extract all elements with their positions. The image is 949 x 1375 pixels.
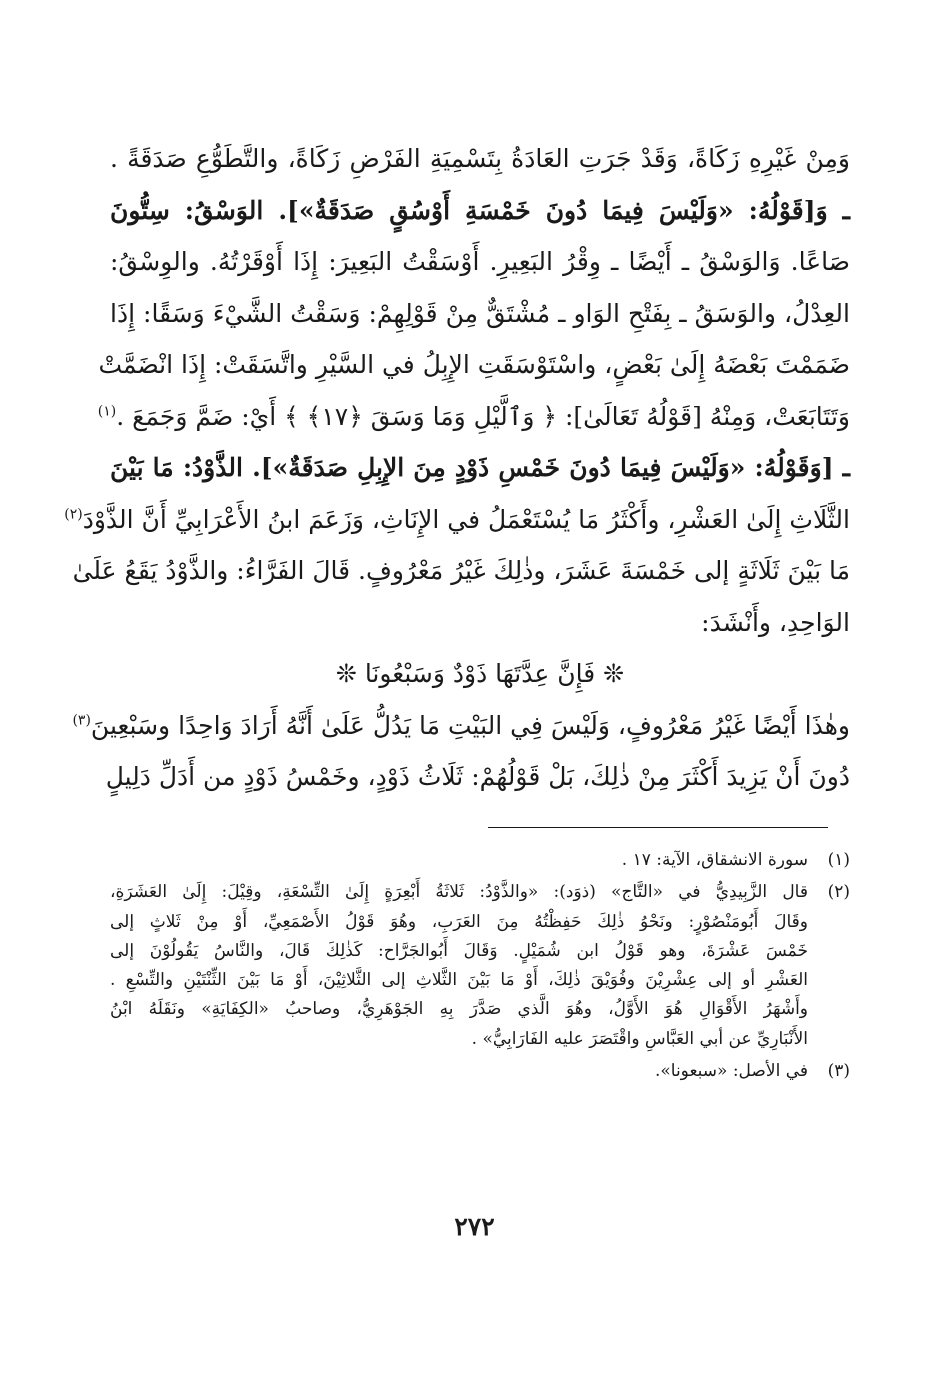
text-line: ـ وَ[قَوْلُهُ: «وَلَيْسَ فِيمَا دُونَ خَمْسَةِ أَوْسُقٍ صَدَقَةٌ»]. الوَسْقُ: سِتُّونَ [110,195,850,225]
footnote-line: خَمْسَ عَشْرَةَ، وهو قَوْلُ ابن شُمَيْلٍ. وَقَالَ أَبُوالجَرَّاح: كَذٰلِكَ قَالَ، والنَّاسُ يَقُولُوْنَ إلى [110,940,808,961]
text-line [64,494,850,546]
poetry-verse: ❊ فَإِنَّ عِدَّتَهَا ذَوْدٌ وَسَبْعُونَا ❊ [335,659,625,688]
text-line: مَا بَيْنَ ثَلَاثَةٍ إلى خَمْسَةَ عَشَرَ، وذٰلِكَ غَيْرُ مَعْرُوفٍ. قَالَ الفَرَّاءُ: والذَّوْدُ يَقَعُ عَلَىٰ [72,556,850,585]
footnote-body [110,846,808,875]
footnote-2 [110,878,850,1054]
text-line: العِدْلُ، والوَسَقُ ـ بِفَتْحِ الوَاو ـ مُشْتَقٌّ مِنْ قَوْلِهِمْ: وَسَقْتُ الشَّيْءَ وَسَقًا: إِذَا [110,298,850,328]
footnote-separator [488,827,828,828]
page-number: ٢٧٢ [454,1212,495,1241]
main-text [64,133,850,803]
text-line: دُونَ أَنْ يَزِيدَ أَكْثَرَ مِنْ ذٰلِكَ، بَلْ قَوْلُهُمْ: ثَلَاثُ ذَوْدٍ، وخَمْسُ ذَوْدٍ من أَدَلِّ دَلِيلٍ [105,762,850,791]
footnote-line: وقَالَ أَبُومَنْصُوْرٍ: ونَحْوُ ذٰلِكَ حَفِظْتُهُ مِنَ العَرَبِ، وهُوَ قَوْلُ الأَصْمَعِيِّ، أَوْ مِنْ ثَلاثٍ إلى [110,911,808,932]
footnote-3 [110,1057,850,1086]
footnote-marker-3[interactable]: (٣) [72,712,91,729]
footnote-line: في الأصل: «سبعونا». [654,1061,808,1082]
footnote-line: العَشْرِ أو إلى عِشْرِيْنَ وفُوَيْقَ ذٰلِكَ، أَوْ مَا بَيْنَ الثَّلاثِ إلى الثَّلاثِيْنَ، أَوْ مَا بَيْنَ الثِّنْتَيْنِ والتِّسْعِ . [110,970,809,991]
footnote-line: سورة الانشقاق، الآية: ١٧ . [621,850,808,870]
footnote-line: الأَنْبَارِيِّ عن أبي العَبَّاسِ واقْتَصَرَ عليه الفَارَابِيُّ» . [471,1028,808,1049]
footnote-marker-1[interactable]: (١) [97,403,117,420]
footnote-line: قال الزَّبِيدِيُّ في «التَّاج» (ذوَد): «والذَّوْدُ: ثَلاثَةُ أَبْعِرَةٍ إِلَىٰ التِّسْعَةِ، وقِيْلَ: إِلَىٰ العَشَرَةِ، [110,882,808,903]
footnote-body [110,878,808,1054]
text-line: ـ [وَقَوْلُهُ: «وَلَيْسَ فِيمَا دُونَ خَمْسِ ذَوْدٍ مِنَ الإِبِلِ صَدَقَةٌ»]. الذَّوْدُ: مَا بَيْنَ [110,453,850,482]
text-line: ضَمَمْتَ بَعْضَهُ إِلَىٰ بَعْضٍ، واسْتَوْسَقَتِ الإِبِلُ في السَّيْرِ واتَّسَقَتْ: إِذَا انْضَمَّتْ [98,350,850,379]
text-line: الوَاحِدِ، وأَنْشَدَ: [701,607,850,637]
footnote-1 [110,846,850,875]
footnote-marker-2[interactable]: (٢) [64,506,83,523]
text-line-content: الثَّلَاثِ إِلَىٰ العَشْرِ، وأَكْثَرُ مَا يُسْتَعْمَلُ في الإِنَاثِ، وَزَعَمَ ابنُ الأَعْرَابِيِّ أَنَّ الذَّوْدَ [82,504,850,534]
text-line-content: وهٰذَا أَيْضًا غَيْرُ مَعْرُوفٍ، وَلَيْسَ فِي البَيْتِ مَا يَدُلُّ عَلَىٰ أَنَّهُ أَرَادَ وَاحِدًا وسَبْعِينَ [90,710,850,740]
footnote-number: (٣) [827,1061,850,1082]
quran-verse-line: وَتَتَابَعَتْ، وَمِنْهُ [قَوْلُهُ تَعَالَىٰ]: ﴿ وَٱلَّيْلِ وَمَا وَسَقَ ﴿١٧﴾ ﴾ أَيْ: ضَمَّ وَجَمَعَ . [116,401,850,431]
footnote-line: وأَشْهَرُ الأَقْوَالِ هُوَ الأَوَّلُ، وهُوَ الَّذي صَدَّرَ بِهِ الجَوْهَرِيُّ، وصاحبُ «الكِفَايَةِ» ونَقَلَهُ ابْنُ [110,999,808,1020]
text-line: وَمِنْ غَيْرِهِ زَكَاةً، وَقَدْ جَرَتِ العَادَةُ بِتَسْمِيَةِ الفَرْضِ زَكَاةً، والتَّطَوُّعِ صَدَقَةً . [110,144,850,173]
footnotes [110,846,850,1086]
text-line [72,700,850,752]
footnote-body [110,1057,808,1086]
footnote-number: (٢) [827,882,850,903]
text-line: صَاعًا. وَالوَسْقُ ـ أَيْضًا ـ وِقْرُ البَعِيرِ. أَوْسَقْتُ البَعِيرَ: إِذَا أَوْقَرْتُهُ. والوِسْقُ: [110,247,850,276]
text-line [97,391,850,443]
footnote-number: (١) [827,850,850,870]
